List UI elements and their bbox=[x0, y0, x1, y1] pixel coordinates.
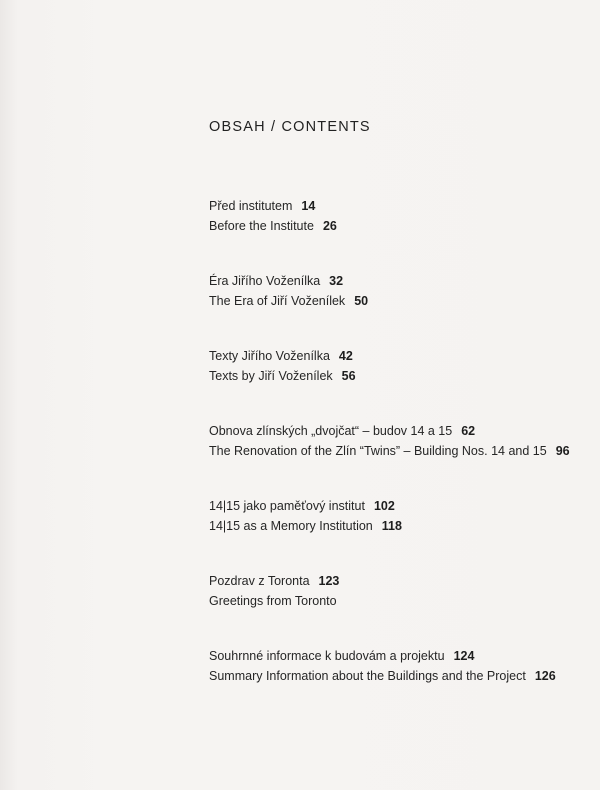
toc-line-en bbox=[209, 291, 570, 311]
toc-page-number: 124 bbox=[453, 649, 475, 663]
toc-line-cz bbox=[209, 646, 570, 666]
toc-entry-summary-information bbox=[209, 646, 570, 686]
toc-title: Souhrnné informace k budovám a projektu bbox=[209, 649, 445, 663]
toc-page-number: 42 bbox=[338, 349, 353, 363]
toc-line-cz bbox=[209, 196, 570, 216]
toc-entry-memory-institution bbox=[209, 496, 570, 536]
toc-title: 14|15 as a Memory Institution bbox=[209, 519, 373, 533]
toc-entry-renovation-twins bbox=[209, 421, 570, 461]
toc-title: Pozdrav z Toronta bbox=[209, 574, 310, 588]
toc-title: The Era of Jiří Voženílek bbox=[209, 294, 346, 308]
toc-entry-texts-vozenilek bbox=[209, 346, 570, 386]
toc-page-number: 32 bbox=[329, 274, 344, 288]
toc-page-number: 26 bbox=[322, 219, 337, 233]
toc-page-number: 102 bbox=[373, 499, 395, 513]
toc-page-number: 118 bbox=[381, 519, 402, 533]
toc-page-number: 126 bbox=[534, 669, 556, 683]
toc-title: 14|15 jako paměťový institut bbox=[209, 499, 365, 513]
toc-page-number: 96 bbox=[555, 444, 570, 458]
toc-entry-before-institute bbox=[209, 196, 570, 236]
toc-title: Summary Information about the Buildings and the Project bbox=[209, 669, 526, 683]
toc-title: Before the Institute bbox=[209, 219, 314, 233]
toc-page-number: 62 bbox=[461, 424, 476, 438]
table-of-contents bbox=[209, 196, 570, 686]
toc-line-cz bbox=[209, 271, 570, 291]
toc-line-en bbox=[209, 666, 570, 686]
toc-line-en bbox=[209, 216, 570, 236]
toc-page-number: 50 bbox=[354, 294, 369, 308]
toc-title: Greetings from Toronto bbox=[209, 594, 337, 608]
toc-title: Před institutem bbox=[209, 199, 293, 213]
toc-line-cz bbox=[209, 421, 570, 441]
toc-page-number: 123 bbox=[318, 574, 340, 588]
toc-line-cz bbox=[209, 571, 570, 591]
toc-line-en bbox=[209, 366, 570, 386]
toc-line-en bbox=[209, 441, 570, 461]
toc-title: Éra Jiřího Voženílka bbox=[209, 274, 321, 288]
toc-title: Texts by Jiří Voženílek bbox=[209, 369, 333, 383]
toc-line-cz bbox=[209, 346, 570, 366]
toc-line-en bbox=[209, 591, 570, 611]
toc-line-en bbox=[209, 516, 570, 536]
toc-title: Obnova zlínských „dvojčat“ – budov 14 a 15 bbox=[209, 424, 453, 438]
toc-title: Texty Jiřího Voženílka bbox=[209, 349, 330, 363]
toc-entry-greetings-toronto bbox=[209, 571, 570, 611]
toc-page-number: 14 bbox=[301, 199, 316, 213]
toc-page-number: 56 bbox=[341, 369, 356, 383]
contents-heading: OBSAH / CONTENTS bbox=[209, 119, 371, 135]
toc-entry-era-vozenilek bbox=[209, 271, 570, 311]
toc-title: The Renovation of the Zlín “Twins” – Building Nos. 14 and 15 bbox=[209, 444, 547, 458]
toc-line-cz bbox=[209, 496, 570, 516]
